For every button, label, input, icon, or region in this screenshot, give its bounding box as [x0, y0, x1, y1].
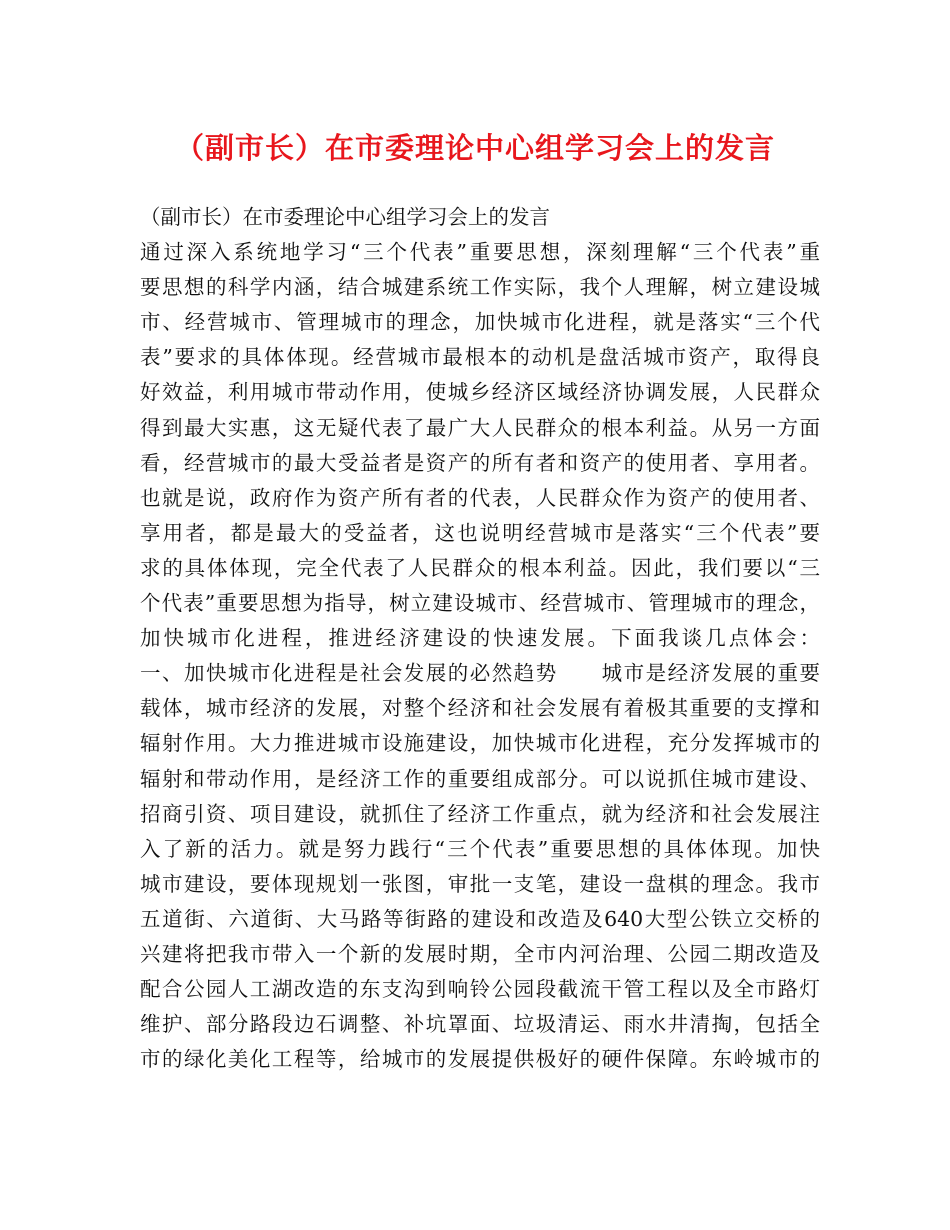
- body-line: 个代表”重要思想为指导，树立建设城市、经营城市、管理城市的理念，: [140, 591, 820, 616]
- body-line: 看，经营城市的最大受益者是资产的所有者和资产的使用者、享用者。: [140, 450, 820, 475]
- body-line: 也就是说，政府作为资产所有者的代表，人民群众作为资产的使用者、: [140, 485, 820, 510]
- body-line: 市、经营城市、管理城市的理念，加快城市化进程，就是落实“三个代: [140, 310, 820, 335]
- body-line: 兴建将把我市带入一个新的发展时期，全市内河治理、公园二期改造及: [140, 941, 820, 966]
- body-line: 招商引资、项目建设，就抓住了经济工作重点，就为经济和社会发展注: [140, 801, 820, 826]
- body-line: 维护、部分路段边石调整、补坑罩面、垃圾清运、雨水井清掏，包括全: [140, 1012, 820, 1037]
- body-line: 享用者，都是最大的受益者，这也说明经营城市是落实“三个代表”要: [140, 520, 820, 545]
- body-line: 通过深入系统地学习“三个代表”重要思想，深刻理解“三个代表”重: [140, 240, 820, 265]
- document-title: （副市长）在市委理论中心组学习会上的发言: [174, 131, 775, 165]
- body-line: 辐射和带动作用，是经济工作的重要组成部分。可以说抓住城市建设、: [140, 766, 820, 791]
- body-line: 入了新的活力。就是努力践行“三个代表”重要思想的具体体现。加快: [140, 836, 820, 861]
- body-line: 城市建设，要体现规划一张图，审批一支笔，建设一盘棋的理念。我市: [140, 871, 820, 896]
- body-line: 配合公园人工湖改造的东支沟到响铃公园段截流干管工程以及全市路灯: [140, 977, 820, 1002]
- body-line: 市的绿化美化工程等，给城市的发展提供极好的硬件保障。东岭城市的: [140, 1047, 820, 1072]
- body-line: 辐射作用。大力推进城市设施建设，加快城市化进程，充分发挥城市的: [140, 731, 820, 756]
- body-line-subtitle: （副市长）在市委理论中心组学习会上的发言: [140, 205, 550, 229]
- body-line: 求的具体体现，完全代表了人民群众的根本利益。因此，我们要以“三: [140, 555, 820, 580]
- body-line: 好效益，利用城市带动作用，使城乡经济区域经济协调发展，人民群众: [140, 380, 820, 405]
- body-line: 表”要求的具体体现。经营城市最根本的动机是盘活城市资产，取得良: [140, 345, 820, 370]
- body-line: 载体，城市经济的发展，对整个经济和社会发展有着极其重要的支撑和: [140, 696, 820, 721]
- body-line: 一、加快城市化进程是社会发展的必然趋势 城市是经济发展的重要: [140, 661, 820, 686]
- body-line: 得到最大实惠，这无疑代表了最广大人民群众的根本利益。从另一方面: [140, 415, 820, 440]
- body-line: 要思想的科学内涵，结合城建系统工作实际，我个人理解，树立建设城: [140, 275, 820, 300]
- body-line: 五道街、六道街、大马路等街路的建设和改造及640大型公铁立交桥的: [140, 906, 820, 931]
- body-line: 加快城市化进程，推进经济建设的快速发展。下面我谈几点体会：: [140, 626, 820, 651]
- document-body: [140, 200, 820, 1077]
